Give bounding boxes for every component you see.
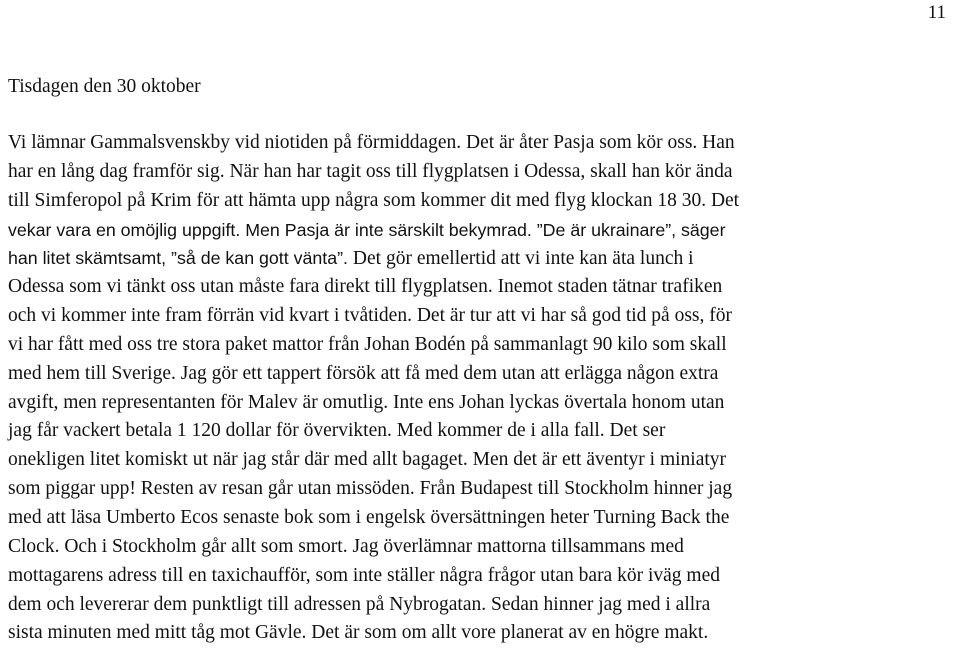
text-line (8, 591, 953, 620)
text-segment: mottagarens adress till en taxichaufför, som inte ställer några frågor utan bara kör iväg med (8, 564, 720, 586)
page-number: 11 (927, 2, 946, 23)
text-segment: som piggar upp! Resten av resan går utan missöden. Från Budapest till Stockholm hinner jag (8, 478, 733, 500)
text-segment: onekligen litet komiskt ut när jag står där med allt bagaget. Men det är ett äventyr i miniatyr (8, 449, 727, 471)
body-paragraph (8, 129, 953, 648)
text-segment: dem och levererar dem punktligt till adressen på Nybrogatan. Sedan hinner jag med i allra (8, 593, 711, 615)
text-line (8, 244, 953, 273)
text-line (8, 504, 953, 533)
text-line (8, 158, 953, 187)
text-segment: till Simferopol på Krim för att hämta upp några som kommer dit med flyg klockan 18 30. Det (8, 189, 740, 211)
text-line (8, 475, 953, 504)
text-segment: han litet skämtsamt, ”så de kan gott vänta”. (8, 248, 353, 269)
text-segment: vi har fått med oss tre stora paket mattor från Johan Bodén på sammanlagt 90 kilo som skall (8, 333, 727, 355)
text-segment: Clock. Och i Stockholm går allt som smort. Jag överlämnar mattorna tillsammans med (8, 535, 684, 557)
text-segment: har en lång dag framför sig. När han har tagit oss till flygplatsen i Odessa, skall han kör ända (8, 160, 733, 182)
text-segment: vekar vara en omöjlig uppgift. Men Pasja är inte särskilt bekymrad. ”De är ukrainare”, säger (8, 219, 726, 240)
text-line (8, 389, 953, 418)
text-line (8, 273, 953, 302)
text-segment: jag får vackert betala 1 120 dollar för övervikten. Med kommer de i alla fall. Det ser (8, 420, 666, 442)
text-segment: sista minuten med mitt tåg mot Gävle. Det är som om allt vore planerat av en högre makt. (8, 622, 709, 644)
text-segment: Odessa som vi tänkt oss utan måste fara direkt till flygplatsen. Inemot staden tätnar trafiken (8, 276, 723, 298)
text-line (8, 302, 953, 331)
text-segment: Det gör emellertid att vi inte kan äta lunch i (352, 248, 694, 270)
text-line (8, 216, 953, 245)
text-line (8, 331, 953, 360)
text-line (8, 417, 953, 446)
text-line (8, 619, 953, 648)
text-line (8, 446, 953, 475)
text-segment: med att läsa Umberto Ecos senaste bok som i engelsk översättningen heter Turning Back the (8, 506, 730, 528)
text-line (8, 360, 953, 389)
text-line (8, 562, 953, 591)
text-line (8, 129, 953, 158)
text-segment: med hem till Sverige. Jag gör ett tappert försök att få med dem utan att erlägga någon extra (8, 362, 719, 384)
text-segment: Vi lämnar Gammalsvenskby vid niotiden på förmiddagen. Det är åter Pasja som kör oss. Han (8, 132, 735, 153)
text-line (8, 533, 953, 562)
text-line (8, 187, 953, 216)
text-segment: och vi kommer inte fram förrän vid kvart i tvåtiden. Det är tur att vi har så god tid på oss, för (8, 305, 733, 327)
text-segment: avgift, men representanten för Malev är omutlig. Inte ens Johan lyckas övertala honom utan (8, 391, 725, 413)
diary-date-heading: Tisdagen den 30 oktober (8, 76, 201, 97)
